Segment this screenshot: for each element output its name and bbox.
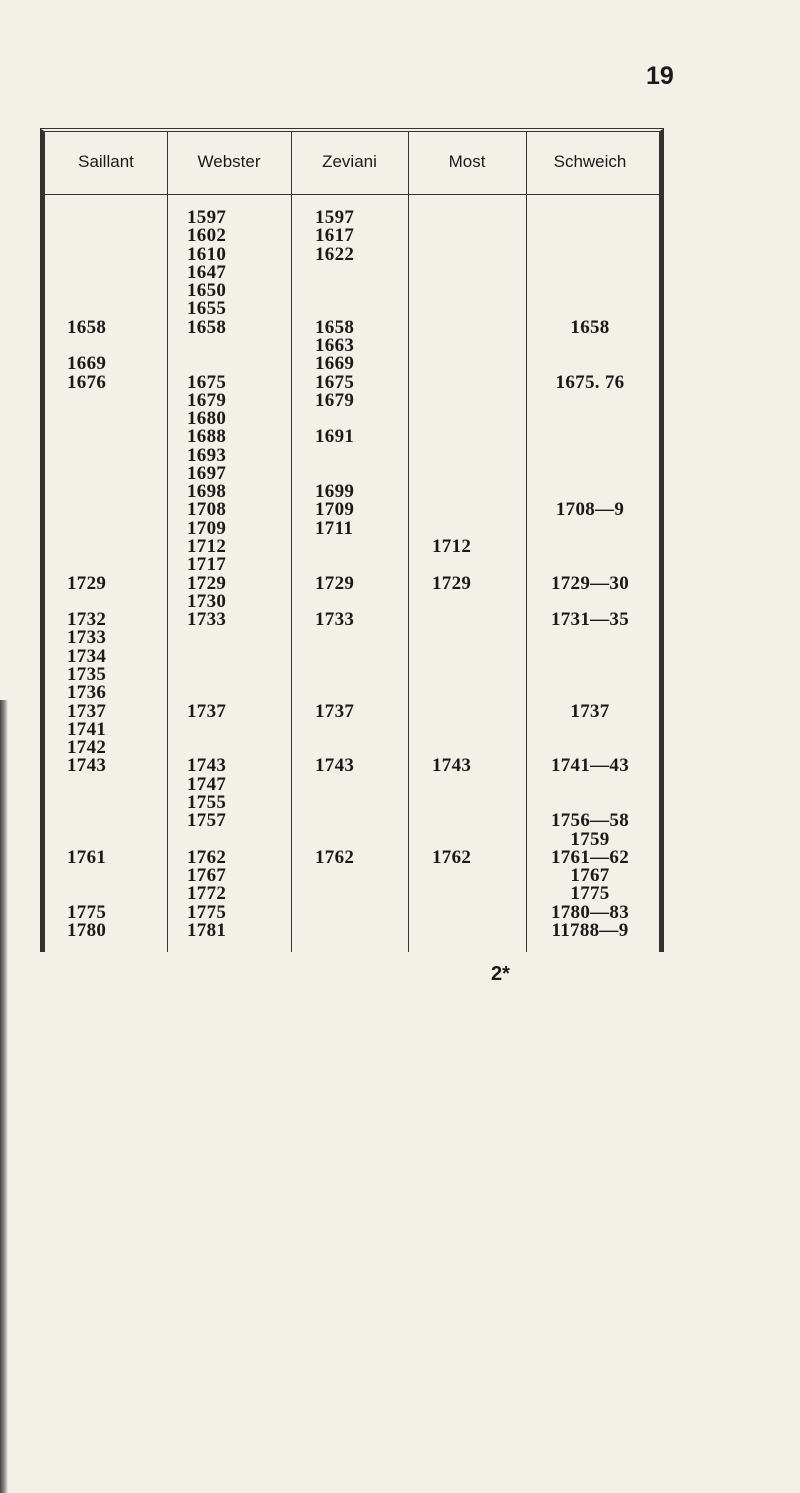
table-cell: 1708 [187,499,227,521]
table-cell: 1675. 76 [555,371,625,393]
table-cell: 1711 [315,517,354,539]
table-cell: 1732 [67,609,107,631]
table-cell: 1658 [67,316,107,338]
table-cell: 1729—30 [550,572,630,594]
table-cell: 1663 [315,334,355,356]
table-cell: 1679 [315,389,355,411]
table-cell: 1680 [187,408,227,430]
table-cell: 1597 [315,207,355,228]
table-cell: 1709 [315,499,355,521]
table-cell: 1698 [187,481,227,503]
table-cell: 1729 [187,572,227,594]
table-cell: 1699 [315,481,355,503]
table-cell: 1729 [67,572,107,594]
table-cell: 1737 [187,700,227,722]
table-cell: 1597 [187,207,227,228]
signature-mark: 2* [491,963,510,985]
table-cell: 1762 [315,846,355,868]
table-cell: 1675 [187,371,227,393]
table-cell: 1679 [187,389,227,411]
table-cell: 1709 [187,517,227,539]
table-cell: 1675 [315,371,355,393]
table-cell: 1712 [187,536,227,558]
table-cell: 1775 [570,883,610,905]
table-cell: 1743 [315,755,355,777]
table-cell: 1733 [315,609,355,631]
table-cell: 1737 [315,700,355,722]
table-cell: 1733 [187,609,227,631]
table-cell: 1735 [67,664,107,685]
table-cell: 11788—9 [551,919,629,941]
table-cell: 1742 [67,737,107,759]
table-cell: 1717 [187,554,227,576]
table-cell: 1761 [67,846,107,868]
table-cell: 1610 [187,243,227,265]
table-cell: 1622 [315,243,355,265]
header-saillant: Saillant [78,152,134,171]
column-divider [291,132,292,952]
table-cell: 1780—83 [550,901,630,923]
table-cell: 1729 [315,572,355,594]
scan-edge-shadow [0,700,8,1493]
table-cell: 1602 [187,225,227,247]
table-cell: 1730 [187,590,227,612]
table-cell: 1697 [187,462,227,484]
header-most: Most [448,152,486,171]
page-number: 19 [646,62,674,90]
table-cell: 1743 [67,755,107,777]
table-cell: 1737 [570,700,610,722]
table-cell: 1647 [187,261,227,283]
table-cell: 1693 [187,444,227,466]
table-cell: 1737 [67,700,107,722]
table-cell: 1780 [67,919,107,941]
table-cell: 1655 [187,298,227,320]
table-cell: 1691 [315,426,355,448]
table-cell: 1729 [432,572,472,594]
table-cell: 1734 [67,645,107,667]
table-cell: 1756—58 [550,810,630,832]
header-rule [45,194,659,195]
table-cell: 1762 [432,846,472,868]
table-cell: 1772 [187,883,227,905]
table-cell: 1650 [187,280,227,302]
table-cell: 1767 [187,865,227,887]
header-schweich: Schweich [553,152,627,171]
table-cell: 1712 [432,536,472,558]
table-cell: 1741 [67,718,107,740]
table-cell: 1617 [315,225,355,247]
table-cell: 1736 [67,682,107,704]
table-cell: 1733 [67,627,107,649]
table-cell: 1762 [187,846,227,868]
table-cell: 1781 [187,919,227,941]
table-cell: 1731—35 [550,609,630,631]
table-cell: 1658 [315,316,355,338]
table-cell: 1743 [432,755,472,777]
table-cell: 1658 [570,316,610,338]
table-cell: 1761—62 [550,846,630,868]
table-cell: 1708—9 [555,499,625,521]
data-table [40,128,664,952]
table-cell: 1775 [67,901,107,923]
table-cell: 1669 [315,353,355,375]
table-cell: 1775 [187,901,227,923]
table-cell: 1755 [187,791,227,813]
table-cell: 1759 [570,828,610,850]
table-cell: 1741—43 [550,755,630,777]
table-cell: 1658 [187,316,227,338]
header-webster: Webster [197,152,261,171]
table-cell: 1688 [187,426,227,448]
column-divider [408,132,409,952]
column-divider [167,132,168,952]
table-cell: 1676 [67,371,107,393]
column-divider [526,132,527,952]
table-cell: 1669 [67,353,107,375]
header-zeviani: Zeviani [322,152,377,171]
table-cell: 1757 [187,810,227,832]
table-cell: 1743 [187,755,227,777]
table-cell: 1767 [570,865,610,887]
table-cell: 1747 [187,773,227,795]
